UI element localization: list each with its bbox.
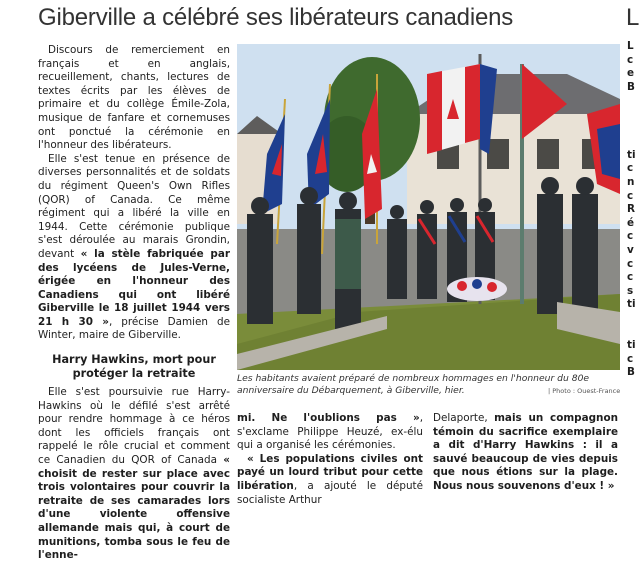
fragment-line: é <box>627 216 635 229</box>
delaporte-paragraph <box>433 412 618 494</box>
civilians-quote: « Les populations civiles ont payé un lourd tribut pour cette libération <box>237 452 423 492</box>
fragment-line: c <box>627 271 634 284</box>
fragment-line <box>627 312 640 326</box>
civilians-text: , a ajouté le député socialiste Arthur <box>237 479 423 506</box>
fragment-line: c <box>627 230 634 243</box>
delaporte-quote: mais un compagnon témoin du sacrifice exemplaire a dit d'Harry Hawkins : il a sauvé beaucoup de vies depuis que nous étions sur la plage. Nous nous souvenons d'eux ! » <box>433 412 618 492</box>
ceremony-photo <box>237 44 620 370</box>
continuation-paragraph <box>237 412 423 453</box>
fragment-line: ti <box>627 298 636 311</box>
civilians-paragraph <box>237 453 423 507</box>
neighbouring-article-fragment <box>627 40 640 380</box>
article-column-3 <box>433 412 618 494</box>
fragment-line <box>627 325 640 339</box>
fragment-line <box>627 122 640 136</box>
fragment-line: L <box>627 40 634 52</box>
photo-credit: | Photo : Ouest-France <box>548 387 621 395</box>
fragment-line: ti <box>627 148 636 161</box>
fragment-line: n <box>627 175 635 188</box>
article-column-1 <box>38 44 230 563</box>
fragment-line: s <box>627 284 634 297</box>
delaporte-text: Delaporte, <box>433 412 495 424</box>
caption-text: Les habitants avaient préparé de nombreux hommages en l'honneur du 80e anniversaire du Débarquement, à Giberville, hier. <box>237 373 590 396</box>
fragment-line: c <box>627 189 634 202</box>
fragment-line <box>627 135 640 149</box>
hawkins-paragraph <box>38 386 230 563</box>
ceremony-paragraph <box>38 153 230 343</box>
continuation-quote: mi. Ne l'oublions pas » <box>237 412 420 424</box>
fragment-line: R <box>627 203 636 216</box>
ceremony-text: Elle s'est tenue en présence de diverses personnalités et de soldats du régiment Queen's Own Rifles (QOR) of Canada. Ce même régiment qui a libéré la ville en 1944. Cette cérémonie publique s'est déroulée au marais Grondin, devant <box>38 152 230 260</box>
fragment-line: c <box>627 53 634 66</box>
fragment-line: B <box>627 366 635 379</box>
article-column-2 <box>237 412 423 507</box>
fragment-line: B <box>627 80 635 93</box>
fragment-line <box>627 108 640 122</box>
section-subheading: Harry Hawkins, mort pour protéger la retraite <box>52 353 216 380</box>
fragment-line: e <box>627 67 635 80</box>
fragment-line <box>627 94 640 108</box>
stele-quote: « la stèle fabriquée par des lycéens de Jules-Verne, érigée en l'honneur des Canadiens qui ont libéré Giberville le 18 juillet 1944 vers 21 h 30 » <box>38 247 231 328</box>
hawkins-quote: « choisit de rester sur place avec trois volontaires pour couvrir la retraite de ses camarades lors d'une violente offensive allemande mais qui, à court de munitions, tomba sous le feu de l'enne- <box>38 454 230 562</box>
continuation-text: , s'exclame Philippe Heuzé, ex-élu qui a organisé les cérémonies. <box>237 412 423 452</box>
hawkins-text: Elle s'est poursuivie rue Harry-Hawkins où le défilé s'est arrêté pour rendre hommage à ce héros dont les officiels français ont rappelé le rôle crucial et comment ce Canadien du QOR of Canada <box>38 386 230 467</box>
fragment-line: c <box>627 352 634 365</box>
fragment-line: c <box>627 257 634 270</box>
fragment-line: ti <box>627 339 636 352</box>
article-headline: Giberville a célébré ses libérateurs canadiens <box>38 4 514 31</box>
next-article-headline-fragment: L <box>626 4 640 31</box>
intro-paragraph: Discours de remerciement en français et en anglais, recueillement, chants, lectures de textes écrits par les élèves de primaire et du collège Émile-Zola, musique de fanfare et cornemuses ont ponctué la cérémonie en l'honneur des libérateurs. <box>38 44 230 152</box>
fragment-line: c <box>627 162 634 175</box>
ceremony-attribution: , précise Damien de Winter, maire de Giberville. <box>38 315 230 342</box>
fragment-line: v <box>627 243 634 256</box>
